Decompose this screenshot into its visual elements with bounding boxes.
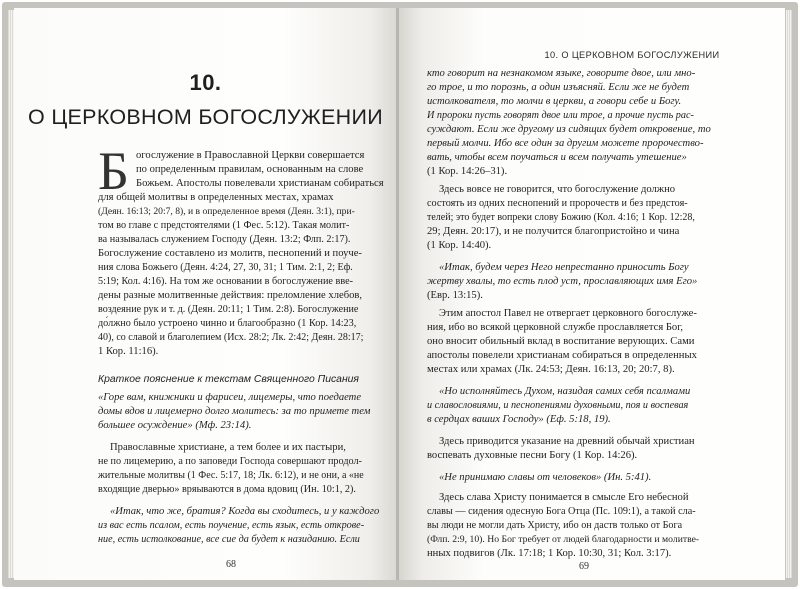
page-number: 69 (579, 561, 589, 572)
quote-line: суждают. Если же другому из сидящих будет откровение, то (427, 124, 711, 135)
text-line: местах или храмах (Лк. 24:53; Деян. 16:13, 20; 20:7, 8). (427, 364, 675, 375)
quote-line: в сердцах ваших Господу» (Еф. 5:18, 19). (427, 414, 611, 425)
text-line: Здесь слава Христу понимается в смысле Его небесной (439, 492, 689, 503)
text-line: огослужение в Православной Церкви совершается (136, 150, 365, 161)
quote-line: «Итак, будем через Него непрестанно приносить Богу (439, 262, 689, 273)
text-line: нных подвигов (Лк. 17:18; 1 Кор. 10:30, 31; Кол. 3:17). (427, 548, 672, 559)
text-line: жительные молитвы (1 Фес. 5:17, 18; Лк. 6:12), и не они, а «не (98, 470, 364, 481)
text-line: Здесь приводится указание на древний обычай христиан (439, 436, 695, 447)
quote-line: «Горе вам, книжники и фарисеи, лицемеры, что поедаете (98, 392, 362, 403)
text-line: Здесь вовсе не говорится, что богослужение должно (439, 184, 676, 195)
text-line: Богослужение составлено из молитв, песнопений и поуче- (98, 248, 362, 259)
text-line: по определенным правилам, основанным на слове (136, 164, 364, 175)
subheading: Краткое пояснение к текстам Священного Писания (98, 374, 359, 385)
quote-line: первый молчи. Ибо все один за другим можете пророчество- (427, 138, 704, 149)
text-line: не по лицемерию, а по заповеди Господа совершают продол- (98, 456, 362, 467)
text-line: ния, ибо во всякой церковной службе прославляется Бог, (427, 322, 684, 333)
text-line: до́лжно было устроено чинно и благообразно (1 Кор. 14:23, (98, 318, 357, 329)
quote-line: из вас есть псалом, есть поучение, есть язык, есть открове- (98, 520, 365, 531)
page-number: 68 (226, 559, 236, 570)
text-line: (1 Кор. 14:40). (427, 240, 492, 251)
running-head: 10. О ЦЕРКОВНОМ БОГОСЛУЖЕНИИ (544, 50, 720, 60)
quote-line: и славословиями, и песнопениями духовными, поя и воспевая (427, 400, 689, 411)
text-line: вы люди не могли дать Христу, ибо он даств только от Бога (427, 520, 683, 531)
text-line: (Флп. 2:9, 10). Но Бог требует от людей благодарности и молитве- (427, 534, 700, 545)
text-line: 29; Деян. 20:17), и не получится благопристойно и чина (427, 226, 680, 237)
text-line: Божьем. Апостолы повелевали христианам собираться (136, 178, 384, 189)
quote-line: «Не принимаю славы от человеков» (Ин. 5:41). (439, 472, 652, 483)
text-line: входящие дверью» вряываются в дома вдовиц (Ин. 10:1, 2). (98, 484, 356, 495)
left-page (14, 8, 397, 580)
quote-line: «Но исполняйтесь Духом, назидая самих себя псалмами (439, 386, 691, 397)
text-line: (Деян. 16:13; 20:7, 8), и в определенное время (Деян. 3:1), при- (98, 206, 355, 217)
text-line: ния слова Божьего (Деян. 4:24, 27, 30, 31; 1 Тим. 2:1, 2; Еф. (98, 262, 353, 273)
right-page (399, 8, 785, 580)
text-line: воздеяние рук и т. д. (Деян. 20:11; 1 Тим. 2:8). Богослужение (98, 304, 359, 315)
text-line: 1 Кор. 11:16). (98, 346, 159, 357)
text-line: Православные христиане, а тем более и их пастыри, (110, 442, 346, 453)
quote-line: го трое, и то порознь, а один изъясняй. Если же не будет (427, 82, 690, 93)
quote-line: «Итак, что же, братия? Когда вы сходитесь, и у каждого (110, 506, 380, 517)
text-line: оно вносит обильный вклад в воспитание верующих. Сами (427, 336, 695, 347)
quote-line: кто говорит на незнакомом языке, говорите двое, или мно- (427, 68, 696, 79)
quote-line: жертву хвалы, то есть плод уст, прославляющих имя Его» (427, 276, 698, 287)
text-line: славы — сидения одесную Бога Отца (Пс. 109:1), а такой сла- (427, 506, 696, 517)
drop-cap: Б (98, 141, 130, 201)
page-edges-right (786, 10, 792, 578)
quote-line: ние, есть истолкование, все сие да будет к назиданию. Если (98, 534, 360, 545)
quote-line: вать, чтобы всем поучаться и всем получать утешение» (427, 152, 687, 163)
text-line: 5:19; Кол. 4:16). На том же основании в богослужение вве- (98, 276, 353, 287)
text-line: Этим апостол Павел не отвергает церковного богослуже- (439, 308, 697, 319)
quote-line: И пророки пусть говорят двое или трое, а прочие пусть рас- (427, 110, 694, 121)
text-line: 40), со славой и благолепием (Исх. 28:2; Лк. 2:42; Деян. 28:17; (98, 332, 364, 343)
text-line: апостолы повелели христианам собираться в определенных (427, 350, 697, 361)
text-line: телей; это будет вопреки слову Божию (Кол. 4:16; 1 Кор. 12:28, (427, 212, 695, 223)
quote-line: истолкователя, то молчи в церкви, а говори себе и Богу. (427, 96, 682, 107)
text-line: для общей молитвы в определенных местах, храмах (98, 192, 334, 203)
chapter-title: О ЦЕРКОВНОМ БОГОСЛУЖЕНИИ (28, 105, 383, 129)
text-line: том во главе с предстоятелями (1 Фес. 5:12). Такая молит- (98, 220, 350, 231)
text-line: ва называлась служением Господу (Деян. 13:2; Флп. 2:17). (98, 234, 351, 245)
chapter-number: 10. (189, 70, 222, 95)
text-line: воспевать духовные песни Богу (1 Кор. 14:26). (427, 450, 638, 461)
text-line: (1 Кор. 14:26–31). (427, 166, 508, 177)
text-line: дены разные молитвенные действия: преломление хлебов, (98, 290, 363, 301)
quote-line: большее осуждение» (Мф. 23:14). (98, 420, 252, 431)
quote-line: домы вдов и лицемерно долго молитесь: за то примете тем (98, 406, 371, 417)
text-line: (Евр. 13:15). (427, 290, 483, 301)
text-line: состоять из одних песнопений и пророчеств и без предстоя- (427, 198, 688, 209)
